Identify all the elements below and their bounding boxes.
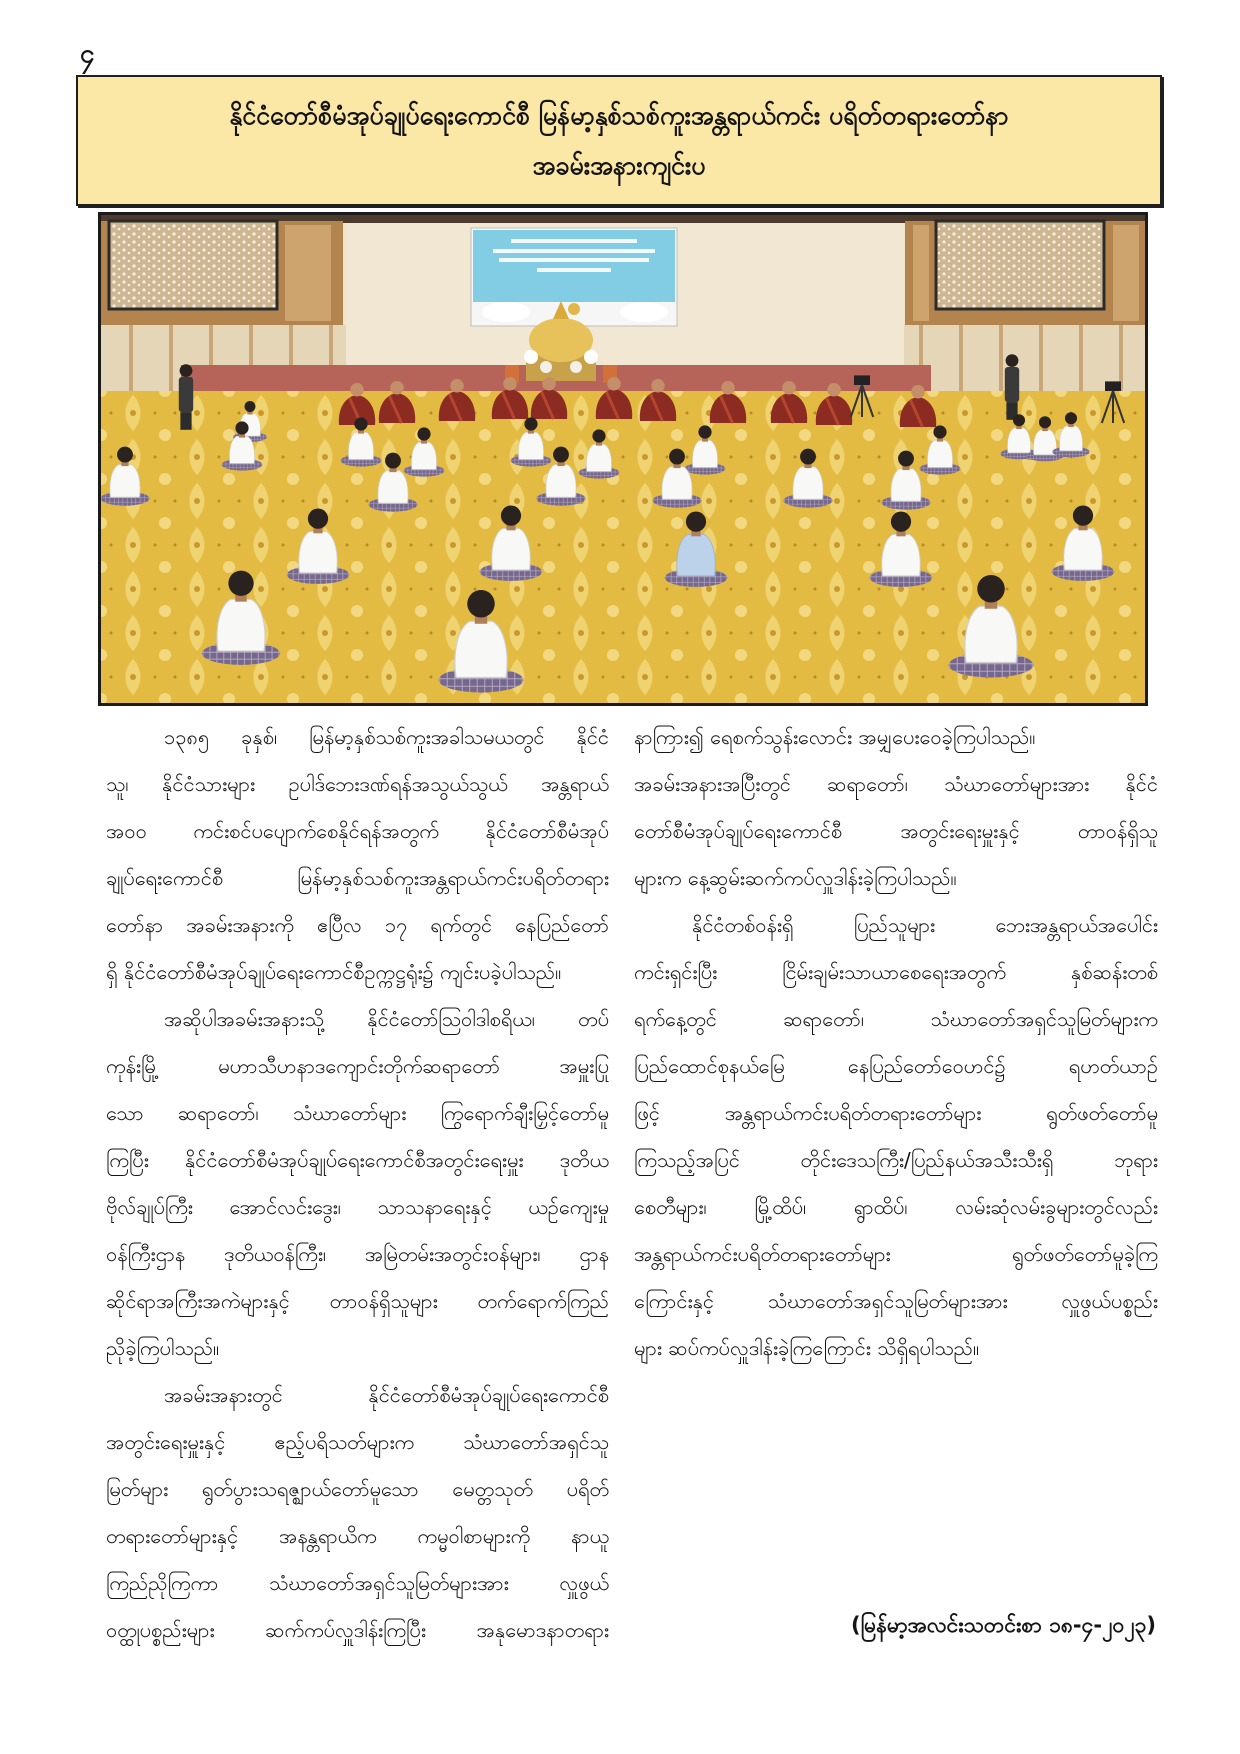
- article-line: နာကြား၍ ရေစက်သွန်းလောင်း အမျှပေးဝေခဲ့ကြပါသည်။: [634, 725, 1036, 749]
- article-line: ကြောင်းနှင့် သံဃာတော်အရှင်သူမြတ်များအား လှူဖွယ်ပစ္စည်း: [634, 1289, 1158, 1313]
- article-line: ဝန်ကြီးဌာန ဒုတိယဝန်ကြီး၊ အမြဲတမ်းအတွင်းဝန်များ၊ ဌာန: [106, 1242, 609, 1266]
- article-line: ကြသည့်အပြင် တိုင်းဒေသကြီး/ပြည်နယ်အသီးသီးရှိ ဘုရား: [634, 1148, 1158, 1172]
- article-line: စေတီများ၊ မြို့ထိပ်၊ ရွာထိပ်၊ လမ်းဆုံလမ်းခွများတွင်လည်း: [634, 1195, 1158, 1219]
- article-line: တော်စီမံအုပ်ချုပ်ရေးကောင်စီ အတွင်းရေးမှူးနှင့် တာဝန်ရှိသူ: [634, 819, 1158, 843]
- article-line: ကုန်းမြို့ မဟာသီဟနာဒကျောင်းတိုက်ဆရာတော် အမှူးပြု: [106, 1054, 609, 1078]
- left-video-screen: [109, 221, 277, 309]
- article-line: ဆိုင်ရာအကြီးအကဲများနှင့် တာဝန်ရှိသူများ တက်ရောက်ကြည်: [106, 1289, 609, 1313]
- article-line: ကြည်ညိုကြကာ သံဃာတော်အရှင်သူမြတ်များအား လှူဖွယ်: [106, 1571, 609, 1595]
- article-line: ၁၃၈၅ ခုနှစ်၊ မြန်မာ့နှစ်သစ်ကူးအခါသမယတွင် နိုင်ငံ: [164, 725, 609, 749]
- article-line: နိုင်ငံတစ်ဝန်းရှိ ပြည်သူများ ဘေးအန္တရာယ်အပေါင်း: [692, 913, 1158, 937]
- article-line: အ၀၀ ကင်းစင်ပပျောက်စေနိုင်ရန်အတွက် နိုင်ငံတော်စီမံအုပ်: [106, 819, 609, 843]
- projection-screen: [471, 228, 677, 326]
- article-line: ရှိ နိုင်ငံတော်စီမံအုပ်ချုပ်ရေးကောင်စီဥက္ကဋ္ဌရုံး၌ ကျင်းပခဲ့ပါသည်။: [106, 960, 562, 984]
- article-line: အခမ်းအနားအပြီးတွင် ဆရာတော်၊ သံဃာတော်များအား နိုင်ငံ: [634, 772, 1158, 796]
- photographer: [1005, 354, 1019, 420]
- event-photo-scene: [101, 215, 1145, 703]
- article-line: ကင်းရှင်းပြီး ငြိမ်းချမ်းသာယာစေရေးအတွက် နှစ်ဆန်းတစ်: [634, 960, 1158, 984]
- article-line: တော်နာ အခမ်းအနားကို ဧပြီလ ၁၇ ရက်တွင် နေပြည်တော်: [106, 913, 609, 937]
- article-line: ရက်နေ့တွင် ဆရာတော်၊ သံဃာတော်အရှင်သူမြတ်များက: [634, 1007, 1158, 1031]
- article-column-right: [634, 714, 1158, 1372]
- article-column-left: [106, 714, 609, 1654]
- headline-box: [76, 75, 1162, 206]
- event-photo: [98, 212, 1148, 706]
- headline-line-2: အခမ်းအနားကျင်းပ: [532, 151, 706, 180]
- article-line: ချုပ်ရေးကောင်စီ မြန်မာ့နှစ်သစ်ကူးအန္တရာယ်ကင်းပရိတ်တရား: [106, 866, 609, 890]
- article-line: ကြပြီး နိုင်ငံတော်စီမံအုပ်ချုပ်ရေးကောင်စီအတွင်းရေးမှူး ဒုတိယ: [106, 1148, 609, 1172]
- article-line: မြတ်များ ရွတ်ပွားသရဇ္ဈာယ်တော်မူသော မေတ္တသုတ် ပရိတ်: [106, 1477, 609, 1501]
- right-video-screen: [936, 221, 1104, 309]
- source-credit: (မြန်မာ့အလင်းသတင်းစာ ၁၈-၄-၂၀၂၃): [851, 1613, 1156, 1637]
- article-line: အခမ်းအနားတွင် နိုင်ငံတော်စီမံအုပ်ချုပ်ရေးကောင်စီ: [164, 1383, 609, 1407]
- article-line: ညိုခဲ့ကြပါသည်။: [106, 1336, 220, 1360]
- photographer: [179, 364, 193, 430]
- article-line: ဖြင့် အန္တရာယ်ကင်းပရိတ်တရားတော်များ ရွတ်ဖတ်တော်မူ: [634, 1101, 1158, 1125]
- article-line: အဆိုပါအခမ်းအနားသို့ နိုင်ငံတော်သြဝါဒါစရိယ၊ တပ်: [164, 1007, 609, 1031]
- page-number: ၄: [80, 39, 95, 69]
- headline-line-1: နိုင်ငံတော်စီမံအုပ်ချုပ်ရေးကောင်စီ မြန်မာ့နှစ်သစ်ကူးအန္တရာယ်ကင်း ပရိတ်တရားတော်နာ: [229, 101, 1009, 130]
- article-line: ဗိုလ်ချုပ်ကြီး အောင်လင်းဒွေး၊ သာသနာရေးနှင့် ယဉ်ကျေးမှု: [106, 1195, 609, 1219]
- article-line: ဝတ္ထုပစ္စည်းများ ဆက်ကပ်လှူဒါန်းကြပြီး အနုမောဒနာတရား: [106, 1618, 609, 1642]
- article-line: သော ဆရာတော်၊ သံဃာတော်များ ကြွရောက်ချီးမြှင့်တော်မူ: [106, 1101, 609, 1125]
- article-line: ပြည်ထောင်စုနယ်မြေ နေပြည်တော်ဝေဟင်၌ ရဟတ်ယာဉ်: [634, 1054, 1158, 1078]
- article-line: အန္တရာယ်ကင်းပရိတ်တရားတော်များ ရွတ်ဖတ်တော်မူခဲ့ကြ: [634, 1242, 1158, 1266]
- article-line: များ ဆပ်ကပ်လှူဒါန်းခဲ့ကြကြောင်း သိရှိရပါသည်။: [634, 1336, 980, 1360]
- article-line: သူ၊ နိုင်ငံသားများ ဥပါဒ်ဘေးဒဏ်ရန်အသွယ်သွယ် အန္တရာယ်: [106, 772, 609, 796]
- article-line: တရားတော်များနှင့် အနန္တရာယိက ကမ္မဝါစာများကို နာယူ: [106, 1524, 609, 1548]
- article-line: အတွင်းရေးမှူးနှင့် ဧည့်ပရိသတ်များက သံဃာတော်အရှင်သူ: [106, 1430, 609, 1454]
- article-line: များက နေ့ဆွမ်းဆက်ကပ်လှူဒါန်းခဲ့ကြပါသည်။: [634, 866, 957, 890]
